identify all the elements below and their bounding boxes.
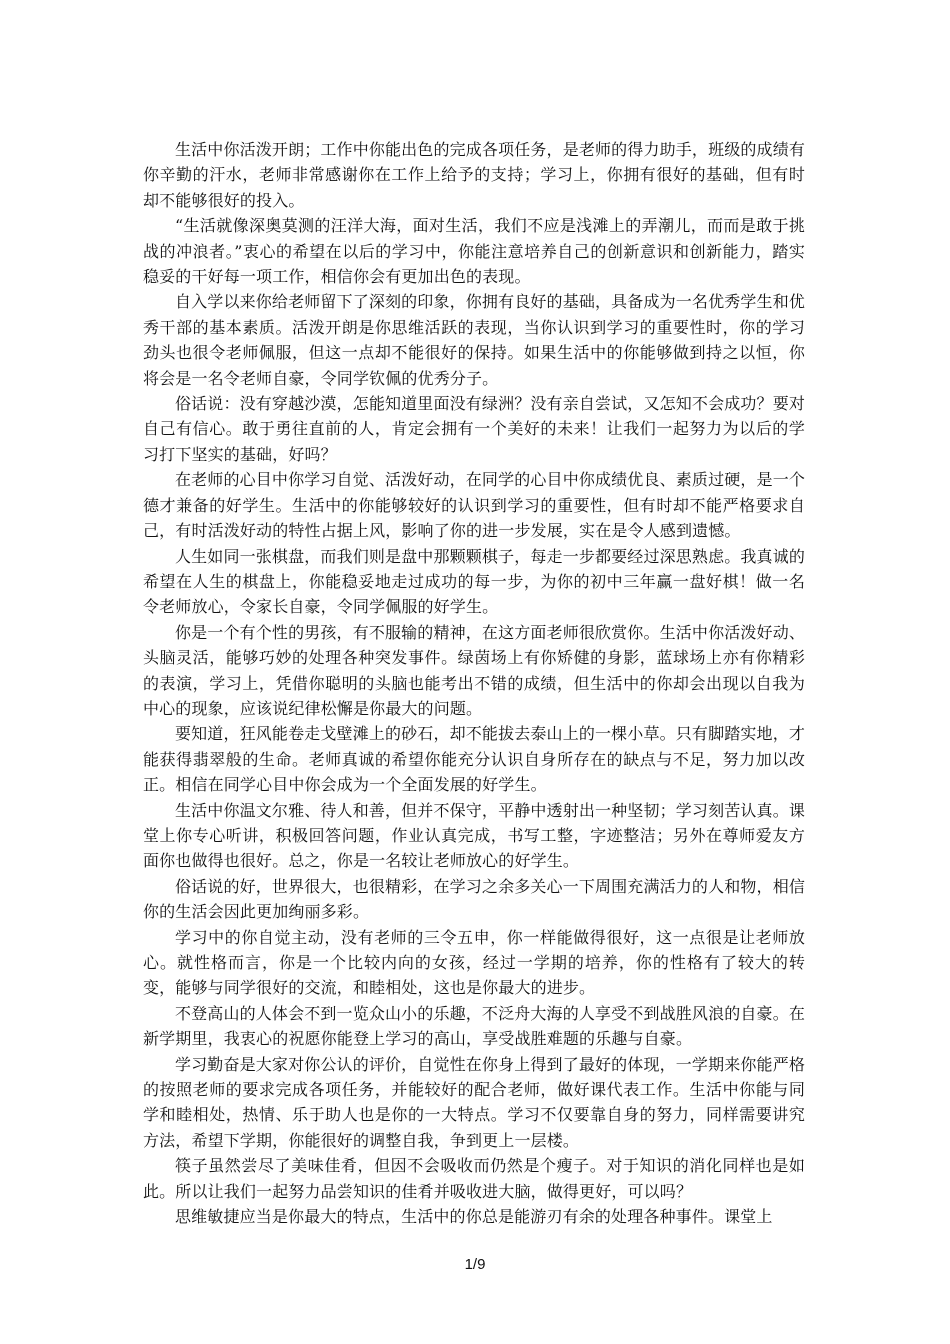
document-body (143, 137, 805, 1229)
paragraph: 思维敏捷应当是你最大的特点，生活中的你总是能游刃有余的处理各种事件。课堂上 (175, 1207, 773, 1227)
paragraph: 俗话说：没有穿越沙漠，怎能知道里面没有绿洲？没有亲自尝试，又怎知不会成功？要对自己有信心。敢于勇往直前的人，肯定会拥有一个美好的未来！让我们一起努力为以后的学习打下坚实的基础，好吗？ (143, 394, 805, 464)
paragraph: 生活中你温文尔雅、待人和善，但并不保守，平静中透射出一种坚韧；学习刻苦认真。课堂上你专心听讲，积极回答问题，作业认真完成，书写工整，字迹整洁；另外在尊师爱友方面你也做得也很好。总之，你是一名较让老师放心的好学生。 (143, 800, 805, 871)
page-number: 1/9 (464, 1256, 486, 1273)
paragraph: 要知道，狂风能卷走戈壁滩上的砂石，却不能拔去泰山上的一棵小草。只有脚踏实地，才能获得翡翠般的生命。老师真诚的希望你能充分认识自身所存在的缺点与不足，努力加以改正。相信在同学心目中你会成为一个全面发展的好学生。 (143, 724, 805, 795)
paragraph: 在老师的心目中你学习自觉、活泼好动，在同学的心目中你成绩优良、素质过硬，是一个德才兼备的好学生。生活中的你能够较好的认识到学习的重要性，但有时却不能严格要求自己，有时活泼好动的特性占据上风，影响了你的进一步发展，实在是令人感到遗憾。 (143, 470, 805, 541)
paragraph: 学习勤奋是大家对你公认的评价，自觉性在你身上得到了最好的体现，一学期来你能严格的按照老师的要求完成各项任务，并能较好的配合老师，做好课代表工作。生活中你能与同学和睦相处，热情、乐于助人也是你的一大特点。学习不仅要靠自身的努力，同样需要讲究方法，希望下学期，你能很好的调整自我，争到更上一层楼。 (143, 1054, 805, 1150)
paragraph: 学习中的你自觉主动，没有老师的三令五申，你一样能做得很好，这一点很是让老师放心。就性格而言，你是一个比较内向的女孩，经过一学期的培养，你的性格有了较大的转变，能够与同学很好的交流，和睦相处，这也是你最大的进步。 (143, 927, 805, 998)
paragraph: 俗话说的好，世界很大，也很精彩，在学习之余多关心一下周围充满活力的人和物，相信你的生活会因此更加绚丽多彩。 (143, 876, 805, 922)
paragraph: “生活就像深奥莫测的汪洋大海，面对生活，我们不应是浅滩上的弄潮儿，而而是敢于挑战的冲浪者。”衷心的希望在以后的学习中，你能注意培养自己的创新意识和创新能力，踏实稳妥的干好每一项工作，相信你会有更加出色的表现。 (143, 216, 805, 287)
paragraph: 你是一个有个性的男孩，有不服输的精神，在这方面老师很欣赏你。生活中你活泼好动、头脑灵活，能够巧妙的处理各种突发事件。绿茵场上有你矫健的身影，蓝球场上亦有你精彩的表演，学习上，凭借你聪明的头脑也能考出不错的成绩，但生活中的你却会出现以自我为中心的现象，应该说纪律松懈是你最大的问题。 (143, 622, 805, 718)
paragraph: 自入学以来你给老师留下了深刻的印象，你拥有良好的基础，具备成为一名优秀学生和优秀干部的基本素质。活泼开朗是你思维活跃的表现，当你认识到学习的重要性时，你的学习劲头也很令老师佩服，但这一点却不能很好的保持。如果生活中的你能够做到持之以恒，你将会是一名令老师自豪，令同学钦佩的优秀分子。 (143, 292, 805, 388)
paragraph: 人生如同一张棋盘，而我们则是盘中那颗颗棋子，每走一步都要经过深思熟虑。我真诚的希望在人生的棋盘上，你能稳妥地走过成功的每一步，为你的初中三年赢一盘好棋！做一名令老师放心，令家长自豪，令同学佩服的好学生。 (143, 546, 805, 617)
paragraph: 生活中你活泼开朗；工作中你能出色的完成各项任务，是老师的得力助手，班级的成绩有你辛勤的汗水，老师非常感谢你在工作上给予的支持；学习上，你拥有很好的基础，但有时却不能够很好的投入。 (143, 140, 805, 210)
paragraph: 筷子虽然尝尽了美味佳肴，但因不会吸收而仍然是个瘦子。对于知识的消化同样也是如此。所以让我们一起努力品尝知识的佳肴并吸收进大脑，做得更好，可以吗？ (143, 1156, 805, 1201)
paragraph: 不登高山的人体会不到一览众山小的乐趣，不泛舟大海的人享受不到战胜风浪的自豪。在新学期里，我衷心的祝愿你能登上学习的高山，享受战胜难题的乐趣与自豪。 (143, 1003, 805, 1049)
